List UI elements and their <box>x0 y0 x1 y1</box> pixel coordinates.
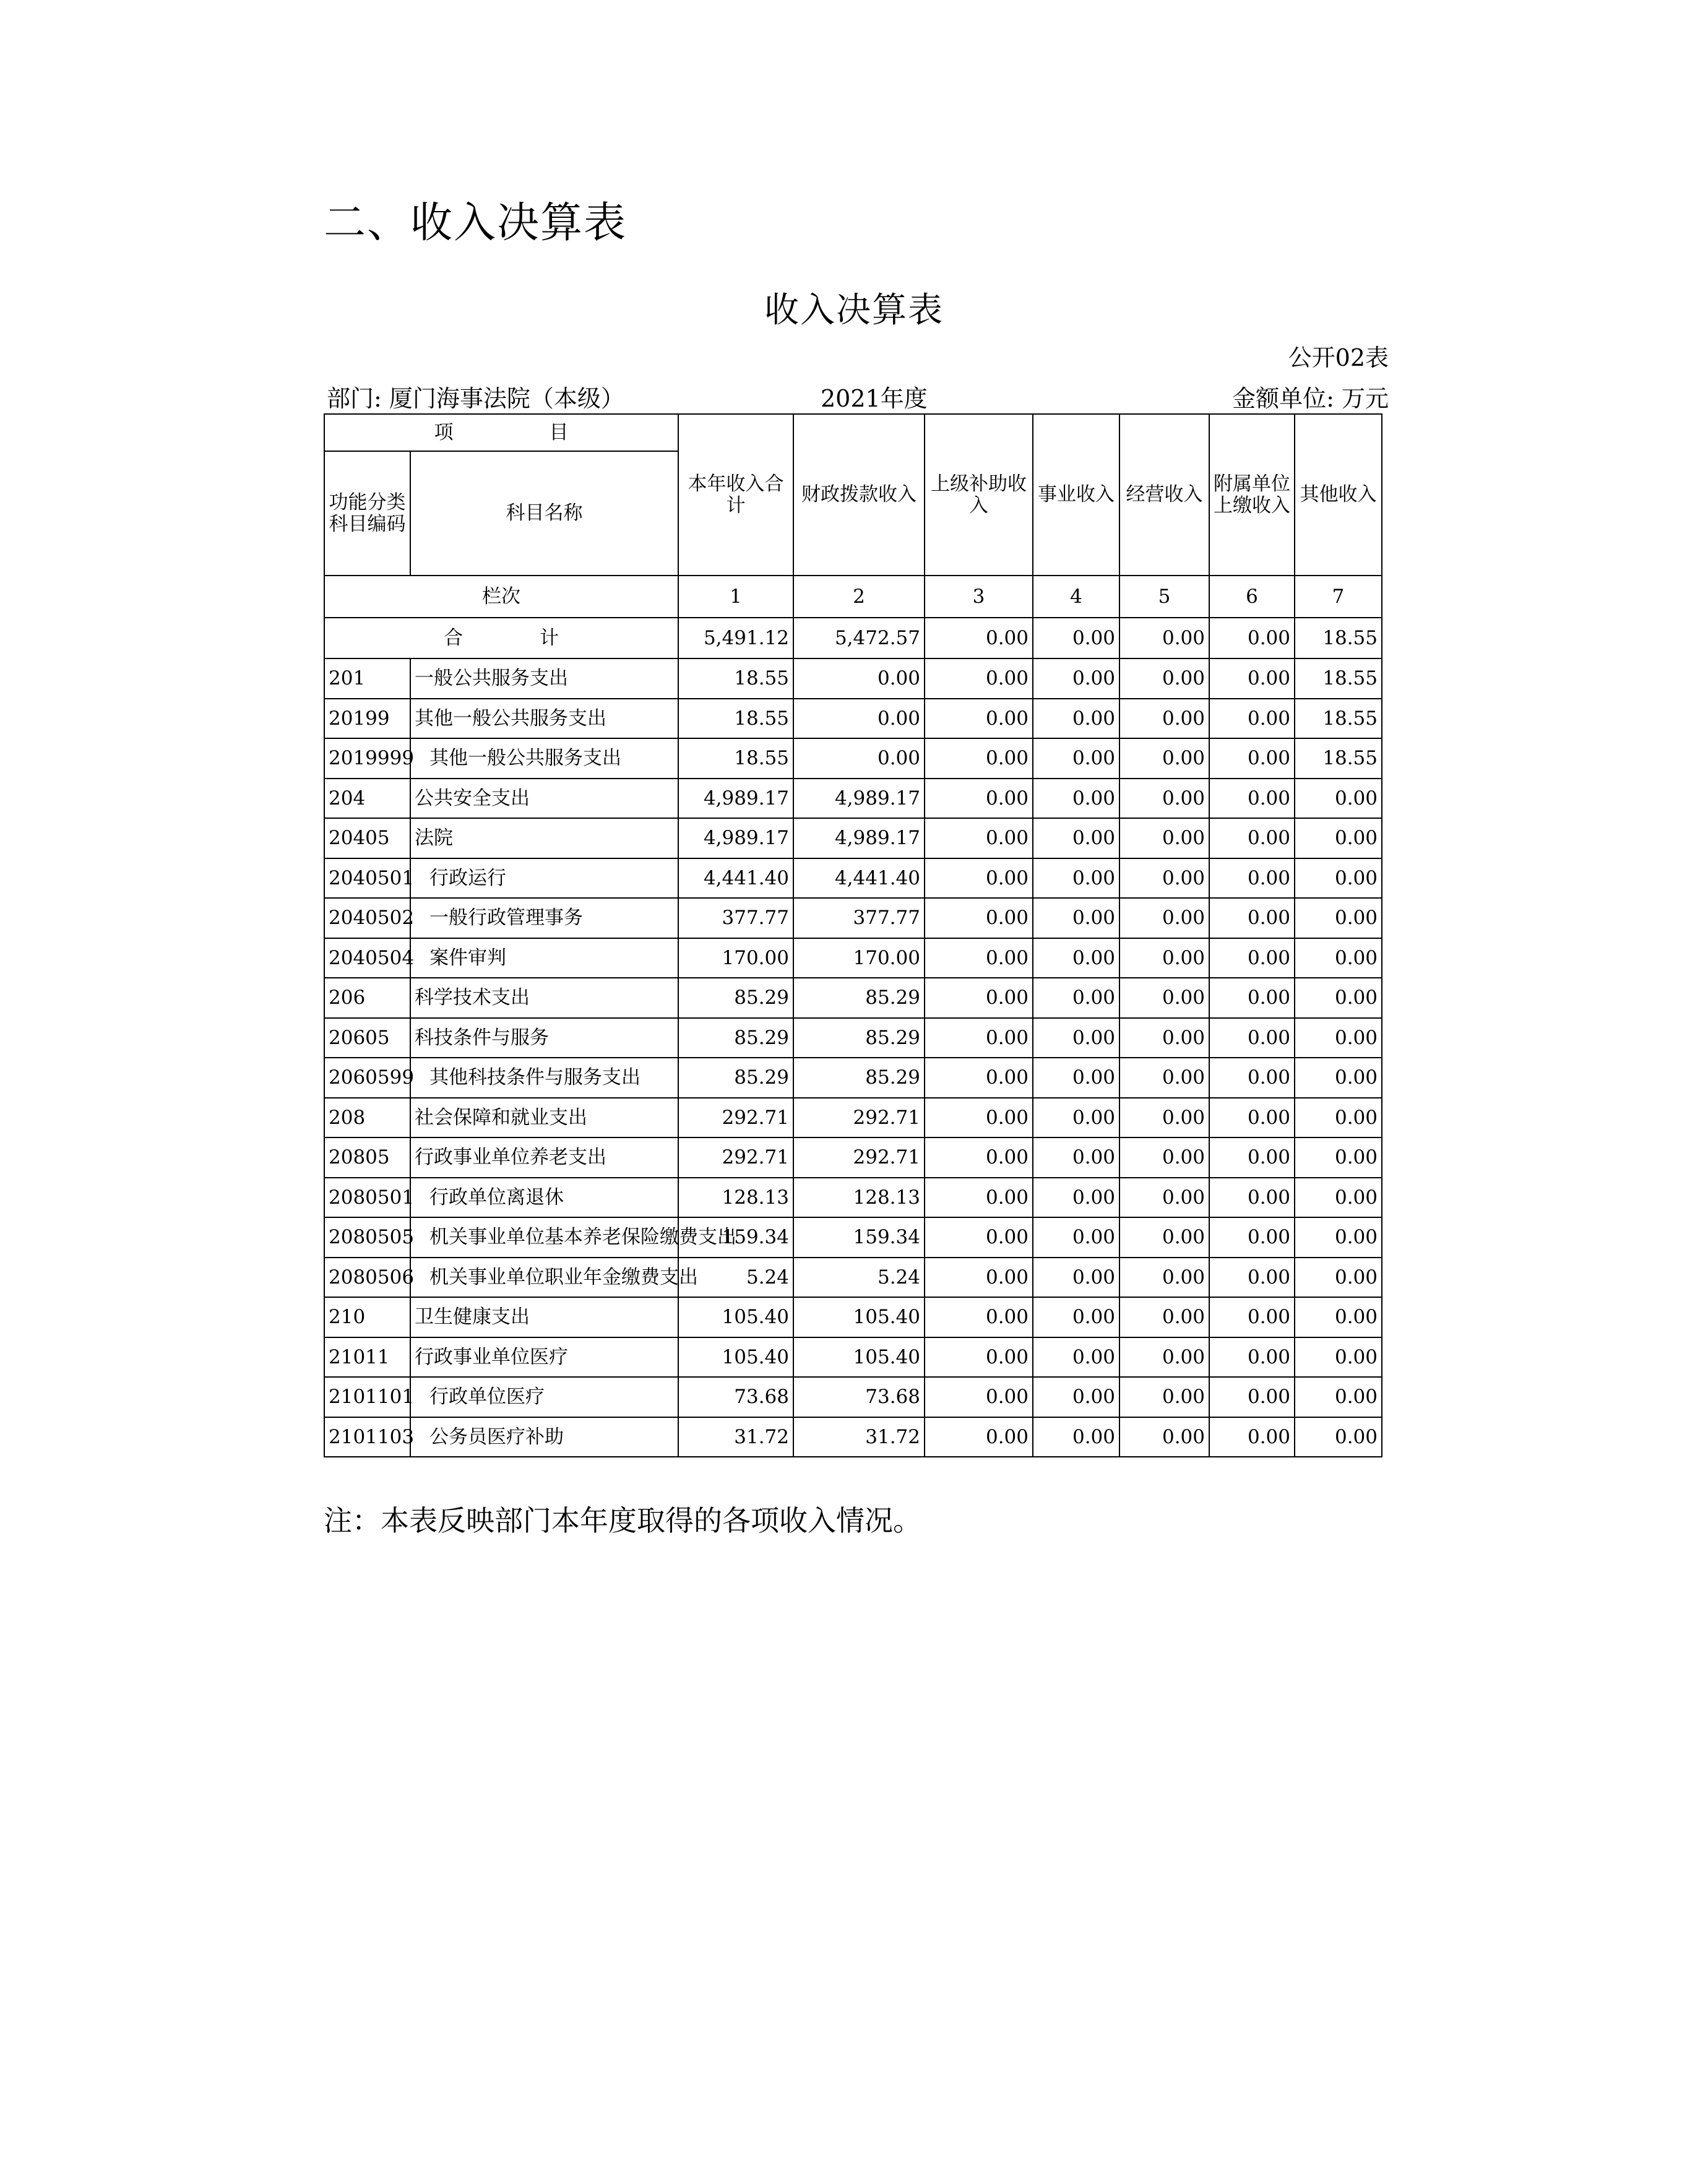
subject-code: 204 <box>324 779 410 819</box>
subject-name: 案件审判 <box>410 938 678 978</box>
amount-cell: 0.00 <box>1295 1297 1382 1337</box>
amount-cell: 0.00 <box>1119 779 1209 819</box>
table-row <box>324 1377 1382 1417</box>
amount-cell: 0.00 <box>1033 658 1119 699</box>
amount-cell: 0.00 <box>1295 938 1382 978</box>
amount-cell: 0.00 <box>1209 1137 1295 1178</box>
amount-cell: 0.00 <box>1033 1417 1119 1457</box>
amount-cell: 85.29 <box>678 1058 793 1098</box>
amount-cell: 0.00 <box>1119 858 1209 899</box>
amount-cell: 0.00 <box>1295 1098 1382 1138</box>
amount-cell: 128.13 <box>678 1178 793 1218</box>
amount-cell: 292.71 <box>793 1098 925 1138</box>
amount-cell: 0.00 <box>1119 1297 1209 1337</box>
amount-cell: 0.00 <box>1209 658 1295 699</box>
amount-cell: 0.00 <box>1209 1337 1295 1378</box>
subject-name: 社会保障和就业支出 <box>410 1098 678 1138</box>
table-row <box>324 898 1382 938</box>
table-row <box>324 1217 1382 1258</box>
amount-cell: 4,989.17 <box>678 779 793 819</box>
header-col-5: 经营收入 <box>1119 414 1209 576</box>
header-col-index-label: 栏次 <box>324 576 678 618</box>
subject-name: 法院 <box>410 818 678 858</box>
amount-cell: 0.00 <box>793 658 925 699</box>
amount-unit: 金额单位: 万元 <box>1232 385 1389 412</box>
amount-cell: 0.00 <box>925 1137 1033 1178</box>
amount-cell: 0.00 <box>1033 1137 1119 1178</box>
amount-cell: 377.77 <box>793 898 925 938</box>
amount-cell: 0.00 <box>1119 738 1209 779</box>
amount-cell: 85.29 <box>793 1058 925 1098</box>
amount-cell: 0.00 <box>925 1297 1033 1337</box>
amount-cell: 0.00 <box>1119 699 1209 739</box>
fiscal-year: 2021年度 <box>821 385 928 412</box>
amount-cell: 0.00 <box>1033 978 1119 1018</box>
amount-cell: 0.00 <box>1119 1018 1209 1058</box>
table-row <box>324 858 1382 899</box>
amount-cell: 0.00 <box>1209 1178 1295 1218</box>
amount-cell: 0.00 <box>1209 738 1295 779</box>
amount-cell: 85.29 <box>678 1018 793 1058</box>
total-label: 合 计 <box>324 618 678 658</box>
amount-cell: 0.00 <box>1209 938 1295 978</box>
subject-code: 206 <box>324 978 410 1018</box>
subject-code: 2040501 <box>324 858 410 899</box>
subject-name: 一般公共服务支出 <box>410 658 678 699</box>
amount-cell: 0.00 <box>1209 779 1295 819</box>
subject-code: 2080501 <box>324 1178 410 1218</box>
amount-cell: 105.40 <box>678 1337 793 1378</box>
amount-cell: 85.29 <box>678 978 793 1018</box>
table-row <box>324 1018 1382 1058</box>
amount-cell: 0.00 <box>1295 1058 1382 1098</box>
amount-cell: 0.00 <box>925 938 1033 978</box>
table-row <box>324 1178 1382 1218</box>
subject-code: 2080505 <box>324 1217 410 1258</box>
amount-cell: 0.00 <box>925 1018 1033 1058</box>
amount-cell: 4,989.17 <box>793 818 925 858</box>
amount-cell: 0.00 <box>1295 1018 1382 1058</box>
amount-cell: 0.00 <box>793 699 925 739</box>
amount-cell: 0.00 <box>1119 1337 1209 1378</box>
amount-cell: 0.00 <box>1033 938 1119 978</box>
amount-cell: 0.00 <box>1033 699 1119 739</box>
amount-cell: 31.72 <box>678 1417 793 1457</box>
amount-cell: 0.00 <box>1295 978 1382 1018</box>
subject-name: 机关事业单位基本养老保险缴费支出 <box>410 1217 678 1258</box>
subject-name: 公务员医疗补助 <box>410 1417 678 1457</box>
amount-cell: 0.00 <box>1295 1377 1382 1417</box>
amount-cell: 0.00 <box>1119 1178 1209 1218</box>
subject-code: 201 <box>324 658 410 699</box>
amount-cell: 0.00 <box>1033 898 1119 938</box>
amount-cell: 0.00 <box>925 818 1033 858</box>
subject-name: 其他一般公共服务支出 <box>410 699 678 739</box>
amount-cell: 0.00 <box>1033 1258 1119 1298</box>
amount-cell: 73.68 <box>793 1377 925 1417</box>
amount-cell: 0.00 <box>1295 1258 1382 1298</box>
subject-code: 2040504 <box>324 938 410 978</box>
amount-cell: 0.00 <box>1033 1178 1119 1218</box>
subject-code: 2080506 <box>324 1258 410 1298</box>
table-row <box>324 938 1382 978</box>
amount-cell: 0.00 <box>1209 1217 1295 1258</box>
total-value: 18.55 <box>1295 618 1382 658</box>
amount-cell: 0.00 <box>925 1178 1033 1218</box>
subject-name: 其他科技条件与服务支出 <box>410 1058 678 1098</box>
amount-cell: 18.55 <box>678 658 793 699</box>
amount-cell: 0.00 <box>1119 1098 1209 1138</box>
amount-cell: 85.29 <box>793 978 925 1018</box>
amount-cell: 18.55 <box>1295 658 1382 699</box>
amount-cell: 170.00 <box>678 938 793 978</box>
amount-cell: 0.00 <box>793 738 925 779</box>
amount-cell: 292.71 <box>678 1137 793 1178</box>
amount-cell: 73.68 <box>678 1377 793 1417</box>
subject-name: 行政事业单位医疗 <box>410 1337 678 1378</box>
total-value: 0.00 <box>925 618 1033 658</box>
amount-cell: 4,441.40 <box>678 858 793 899</box>
amount-cell: 170.00 <box>793 938 925 978</box>
amount-cell: 0.00 <box>1209 1417 1295 1457</box>
subject-name: 行政事业单位养老支出 <box>410 1137 678 1178</box>
amount-cell: 0.00 <box>1295 1137 1382 1178</box>
amount-cell: 4,989.17 <box>678 818 793 858</box>
subject-code: 20199 <box>324 699 410 739</box>
amount-cell: 18.55 <box>1295 738 1382 779</box>
total-value: 0.00 <box>1033 618 1119 658</box>
amount-cell: 0.00 <box>1119 818 1209 858</box>
amount-cell: 0.00 <box>1033 1337 1119 1378</box>
amount-cell: 0.00 <box>925 978 1033 1018</box>
amount-cell: 0.00 <box>1119 1377 1209 1417</box>
amount-cell: 18.55 <box>678 738 793 779</box>
amount-cell: 0.00 <box>925 658 1033 699</box>
amount-cell: 0.00 <box>1295 818 1382 858</box>
table-row <box>324 738 1382 779</box>
amount-cell: 85.29 <box>793 1018 925 1058</box>
amount-cell: 0.00 <box>1295 1417 1382 1457</box>
col-number: 4 <box>1033 576 1119 618</box>
amount-cell: 377.77 <box>678 898 793 938</box>
amount-cell: 159.34 <box>678 1217 793 1258</box>
table-row <box>324 818 1382 858</box>
table-row <box>324 1058 1382 1098</box>
amount-cell: 128.13 <box>793 1178 925 1218</box>
page-heading: 二、收入决算表 <box>324 199 628 248</box>
amount-cell: 0.00 <box>1119 978 1209 1018</box>
amount-cell: 18.55 <box>678 699 793 739</box>
subject-name: 其他一般公共服务支出 <box>410 738 678 779</box>
subject-name: 行政单位医疗 <box>410 1377 678 1417</box>
amount-cell: 0.00 <box>925 1258 1033 1298</box>
amount-cell: 0.00 <box>1119 1217 1209 1258</box>
header-col-4: 事业收入 <box>1033 414 1119 576</box>
amount-cell: 0.00 <box>925 1377 1033 1417</box>
col-number: 1 <box>678 576 793 618</box>
table-row <box>324 1137 1382 1178</box>
amount-cell: 105.40 <box>793 1337 925 1378</box>
table-row <box>324 978 1382 1018</box>
header-code: 功能分类科目编码 <box>324 451 410 576</box>
subject-code: 21011 <box>324 1337 410 1378</box>
amount-cell: 0.00 <box>925 1058 1033 1098</box>
amount-cell: 0.00 <box>925 1337 1033 1378</box>
amount-cell: 0.00 <box>1119 1058 1209 1098</box>
subject-code: 210 <box>324 1297 410 1337</box>
table-note: 注：本表反映部门本年度取得的各项收入情况。 <box>324 1504 921 1537</box>
amount-cell: 0.00 <box>1295 898 1382 938</box>
amount-cell: 0.00 <box>1033 779 1119 819</box>
amount-cell: 0.00 <box>1209 978 1295 1018</box>
col-number: 5 <box>1119 576 1209 618</box>
subject-code: 2019999 <box>324 738 410 779</box>
subject-name: 公共安全支出 <box>410 779 678 819</box>
col-number: 6 <box>1209 576 1295 618</box>
amount-cell: 0.00 <box>1295 1217 1382 1258</box>
form-number: 公开02表 <box>1288 344 1389 371</box>
amount-cell: 4,441.40 <box>793 858 925 899</box>
amount-cell: 0.00 <box>1033 1018 1119 1058</box>
amount-cell: 0.00 <box>925 858 1033 899</box>
col-number: 2 <box>793 576 925 618</box>
amount-cell: 0.00 <box>1033 858 1119 899</box>
income-table <box>324 413 1382 1457</box>
department-label: 部门: 厦门海事法院（本级） <box>327 385 624 412</box>
subject-name: 科学技术支出 <box>410 978 678 1018</box>
table-row <box>324 1258 1382 1298</box>
total-value: 5,491.12 <box>678 618 793 658</box>
table-row <box>324 1098 1382 1138</box>
header-col-2: 财政拨款收入 <box>793 414 925 576</box>
header-col-3: 上级补助收入 <box>925 414 1033 576</box>
amount-cell: 0.00 <box>1295 779 1382 819</box>
amount-cell: 0.00 <box>1033 1098 1119 1138</box>
amount-cell: 0.00 <box>925 738 1033 779</box>
amount-cell: 5.24 <box>793 1258 925 1298</box>
amount-cell: 0.00 <box>1209 1098 1295 1138</box>
amount-cell: 0.00 <box>1033 818 1119 858</box>
amount-cell: 292.71 <box>793 1137 925 1178</box>
amount-cell: 0.00 <box>1033 1217 1119 1258</box>
amount-cell: 0.00 <box>1119 1137 1209 1178</box>
subject-code: 20605 <box>324 1018 410 1058</box>
amount-cell: 0.00 <box>1209 1377 1295 1417</box>
table-row <box>324 1417 1382 1457</box>
amount-cell: 0.00 <box>1209 699 1295 739</box>
amount-cell: 31.72 <box>793 1417 925 1457</box>
table-row <box>324 699 1382 739</box>
header-col-1: 本年收入合计 <box>678 414 793 576</box>
amount-cell: 0.00 <box>1119 938 1209 978</box>
subject-code: 20805 <box>324 1137 410 1178</box>
amount-cell: 0.00 <box>1209 858 1295 899</box>
total-value: 0.00 <box>1119 618 1209 658</box>
header-project: 项 目 <box>324 414 678 451</box>
amount-cell: 0.00 <box>925 699 1033 739</box>
header-col-6: 附属单位上缴收入 <box>1209 414 1295 576</box>
subject-name: 科技条件与服务 <box>410 1018 678 1058</box>
total-value: 5,472.57 <box>793 618 925 658</box>
amount-cell: 0.00 <box>1209 818 1295 858</box>
amount-cell: 0.00 <box>1209 1058 1295 1098</box>
col-number: 7 <box>1295 576 1382 618</box>
subject-code: 2060599 <box>324 1058 410 1098</box>
amount-cell: 159.34 <box>793 1217 925 1258</box>
amount-cell: 0.00 <box>1033 1058 1119 1098</box>
amount-cell: 18.55 <box>1295 699 1382 739</box>
subject-code: 2101101 <box>324 1377 410 1417</box>
amount-cell: 0.00 <box>925 1098 1033 1138</box>
total-value: 0.00 <box>1209 618 1295 658</box>
header-col-7: 其他收入 <box>1295 414 1382 576</box>
table-title: 收入决算表 <box>764 290 944 330</box>
amount-cell: 4,989.17 <box>793 779 925 819</box>
subject-code: 208 <box>324 1098 410 1138</box>
table-row <box>324 658 1382 699</box>
amount-cell: 0.00 <box>1119 1417 1209 1457</box>
subject-code: 2040502 <box>324 898 410 938</box>
amount-cell: 0.00 <box>1209 898 1295 938</box>
amount-cell: 0.00 <box>1209 1018 1295 1058</box>
total-row <box>324 618 1382 658</box>
table-row <box>324 1337 1382 1378</box>
subject-code: 20405 <box>324 818 410 858</box>
amount-cell: 0.00 <box>925 779 1033 819</box>
table-row <box>324 1297 1382 1337</box>
amount-cell: 0.00 <box>1033 1297 1119 1337</box>
amount-cell: 0.00 <box>925 1217 1033 1258</box>
subject-name: 一般行政管理事务 <box>410 898 678 938</box>
amount-cell: 0.00 <box>1119 1258 1209 1298</box>
amount-cell: 0.00 <box>1119 658 1209 699</box>
amount-cell: 0.00 <box>925 898 1033 938</box>
amount-cell: 0.00 <box>1295 858 1382 899</box>
subject-name: 卫生健康支出 <box>410 1297 678 1337</box>
col-number: 3 <box>925 576 1033 618</box>
amount-cell: 292.71 <box>678 1098 793 1138</box>
amount-cell: 0.00 <box>1119 898 1209 938</box>
subject-code: 2101103 <box>324 1417 410 1457</box>
subject-name: 行政单位离退休 <box>410 1178 678 1218</box>
amount-cell: 0.00 <box>1209 1297 1295 1337</box>
amount-cell: 105.40 <box>793 1297 925 1337</box>
subject-name: 行政运行 <box>410 858 678 899</box>
table-row <box>324 779 1382 819</box>
amount-cell: 0.00 <box>1295 1337 1382 1378</box>
subject-name: 机关事业单位职业年金缴费支出 <box>410 1258 678 1298</box>
amount-cell: 0.00 <box>1295 1178 1382 1218</box>
amount-cell: 105.40 <box>678 1297 793 1337</box>
amount-cell: 5.24 <box>678 1258 793 1298</box>
amount-cell: 0.00 <box>1209 1258 1295 1298</box>
amount-cell: 0.00 <box>1033 738 1119 779</box>
header-name: 科目名称 <box>410 451 678 576</box>
amount-cell: 0.00 <box>1033 1377 1119 1417</box>
amount-cell: 0.00 <box>925 1417 1033 1457</box>
